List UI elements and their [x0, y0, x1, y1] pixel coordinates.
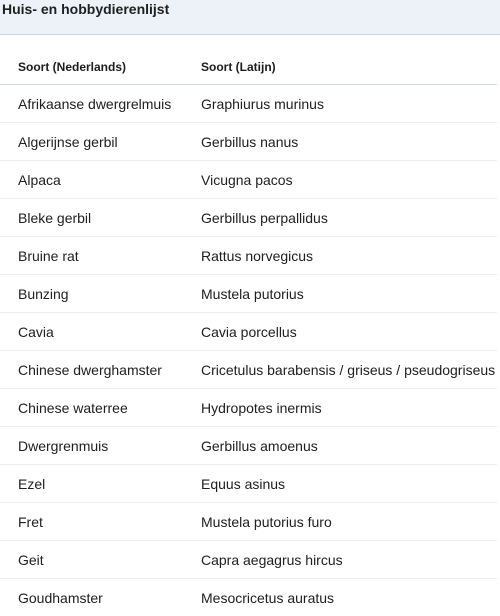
table-row	[0, 313, 497, 351]
latin-name-cell: Mustela putorius furo	[183, 503, 497, 541]
dutch-name-cell: Chinese dwerghamster	[0, 351, 183, 389]
latin-name-cell: Cricetulus barabensis / griseus / pseudogriseus	[183, 351, 497, 389]
dutch-name-cell: Afrikaanse dwergrelmuis	[0, 85, 183, 123]
dutch-name-cell: Bunzing	[0, 275, 183, 313]
dutch-name-cell: Chinese waterree	[0, 389, 183, 427]
table-row	[0, 161, 497, 199]
table-row	[0, 237, 497, 275]
page-title: Huis- en hobbydierenlijst	[2, 0, 500, 18]
dutch-name-cell: Dwergrenmuis	[0, 427, 183, 465]
latin-name-cell: Vicugna pacos	[183, 161, 497, 199]
table-body	[0, 85, 497, 616]
table-row	[0, 427, 497, 465]
latin-name-cell: Gerbillus nanus	[183, 123, 497, 161]
species-table-container	[0, 50, 500, 616]
table-row	[0, 579, 497, 616]
latin-name-cell: Cavia porcellus	[183, 313, 497, 351]
dutch-name-cell: Fret	[0, 503, 183, 541]
latin-name-cell: Gerbillus amoenus	[183, 427, 497, 465]
latin-name-cell: Mustela putorius	[183, 275, 497, 313]
latin-name-cell: Capra aegagrus hircus	[183, 541, 497, 579]
dutch-name-cell: Bleke gerbil	[0, 199, 183, 237]
latin-name-cell: Mesocricetus auratus	[183, 579, 497, 616]
table-row	[0, 389, 497, 427]
dutch-name-cell: Bruine rat	[0, 237, 183, 275]
table-row	[0, 275, 497, 313]
table-row	[0, 199, 497, 237]
column-header-dutch: Soort (Nederlands)	[0, 50, 183, 85]
page-header	[0, 0, 500, 35]
dutch-name-cell: Geit	[0, 541, 183, 579]
dutch-name-cell: Cavia	[0, 313, 183, 351]
latin-name-cell: Rattus norvegicus	[183, 237, 497, 275]
dutch-name-cell: Alpaca	[0, 161, 183, 199]
latin-name-cell: Equus asinus	[183, 465, 497, 503]
table-row	[0, 541, 497, 579]
latin-name-cell: Gerbillus perpallidus	[183, 199, 497, 237]
table-header-row	[0, 50, 497, 85]
latin-name-cell: Graphiurus murinus	[183, 85, 497, 123]
table-row	[0, 351, 497, 389]
column-header-latin: Soort (Latijn)	[183, 50, 497, 85]
table-row	[0, 123, 497, 161]
species-table	[0, 50, 497, 616]
latin-name-cell: Hydropotes inermis	[183, 389, 497, 427]
table-row	[0, 465, 497, 503]
table-row	[0, 85, 497, 123]
dutch-name-cell: Goudhamster	[0, 579, 183, 616]
dutch-name-cell: Algerijnse gerbil	[0, 123, 183, 161]
dutch-name-cell: Ezel	[0, 465, 183, 503]
table-row	[0, 503, 497, 541]
